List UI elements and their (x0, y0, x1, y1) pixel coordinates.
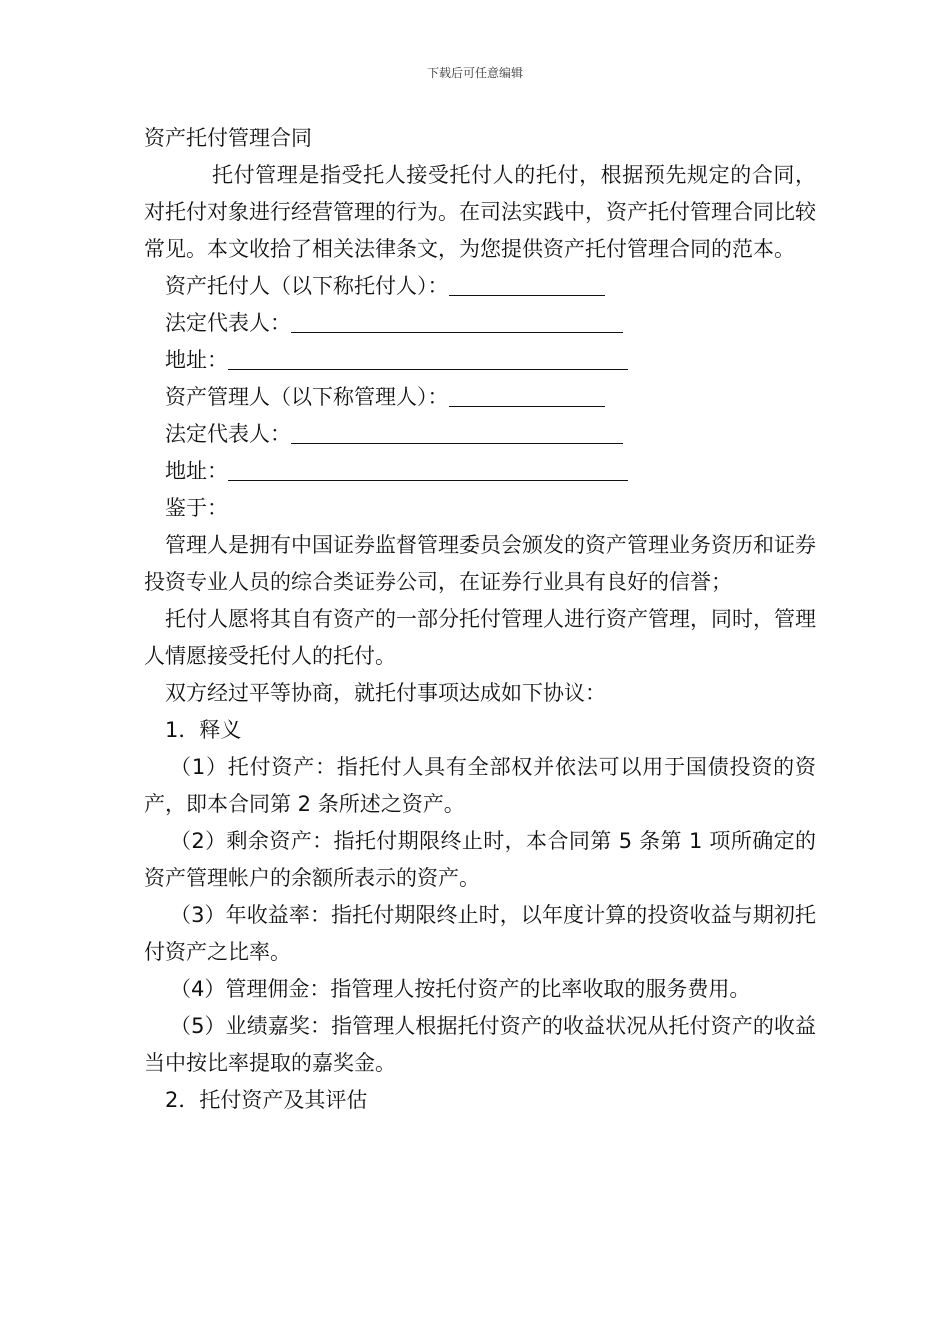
manager-addr-label: 地址： (165, 459, 228, 483)
section-2-title: 2．托付资产及其评估 (165, 1088, 368, 1112)
manager-rep-field (144, 416, 816, 453)
document-body (144, 120, 816, 1119)
entruster-field (144, 268, 816, 305)
manager-addr-blank[interactable] (228, 455, 628, 481)
page-header-note: 下载后可任意编辑 (426, 66, 523, 80)
whereas-item-1: 管理人是拥有中国证券监督管理委员会颁发的资产管理业务资历和证券投资专业人员的综合类证券公司，在证券行业具有良好的信誉； (144, 533, 816, 594)
manager-rep-label: 法定代表人： (165, 422, 291, 446)
document-title: 资产托付管理合同 (144, 126, 312, 150)
manager-blank[interactable] (449, 381, 605, 407)
entruster-rep-blank[interactable] (291, 307, 623, 333)
entruster-blank[interactable] (449, 270, 605, 296)
entruster-label: 资产托付人（以下称托付人）： (165, 274, 449, 298)
intro-paragraph: 托付管理是指受托人接受托付人的托付，根据预先规定的合同，对托付对象进行经营管理的行为。在司法实践中，资产托付管理合同比较常见。本文收拾了相关法律条文，为您提供资产托付管理合同的范本。 (144, 163, 816, 261)
agreement-statement: 双方经过平等协商，就托付事项达成如下协议： (165, 681, 606, 705)
entruster-addr-label: 地址： (165, 348, 228, 372)
definition-item: （2）剩余资产：指托付期限终止时，本合同第 5 条第 1 项所确定的资产管理帐户的余额所表示的资产。 (144, 829, 816, 890)
definition-item: （4）管理佣金：指管理人按托付资产的比率收取的服务费用。 (170, 977, 751, 1001)
whereas-item-2: 托付人愿将其自有资产的一部分托付管理人进行资产管理，同时，管理人情愿接受托付人的托付。 (144, 607, 816, 668)
manager-addr-field (144, 453, 816, 490)
entruster-addr-field (144, 342, 816, 379)
manager-field (144, 379, 816, 416)
whereas-label: 鉴于： (165, 496, 228, 520)
definition-item: （3）年收益率：指托付期限终止时，以年度计算的投资收益与期初托付资产之比率。 (144, 903, 816, 964)
manager-rep-blank[interactable] (291, 418, 623, 444)
entruster-rep-label: 法定代表人： (165, 311, 291, 335)
entruster-addr-blank[interactable] (228, 344, 628, 370)
definition-item: （5）业绩嘉奖：指管理人根据托付资产的收益状况从托付资产的收益当中按比率提取的嘉奖金。 (144, 1014, 816, 1075)
manager-label: 资产管理人（以下称管理人）： (165, 385, 449, 409)
definition-item: （1）托付资产：指托付人具有全部权并依法可以用于国债投资的资产，即本合同第 2 条所述之资产。 (144, 755, 816, 816)
entruster-rep-field (144, 305, 816, 342)
section-1-title: 1．释义 (165, 718, 242, 742)
